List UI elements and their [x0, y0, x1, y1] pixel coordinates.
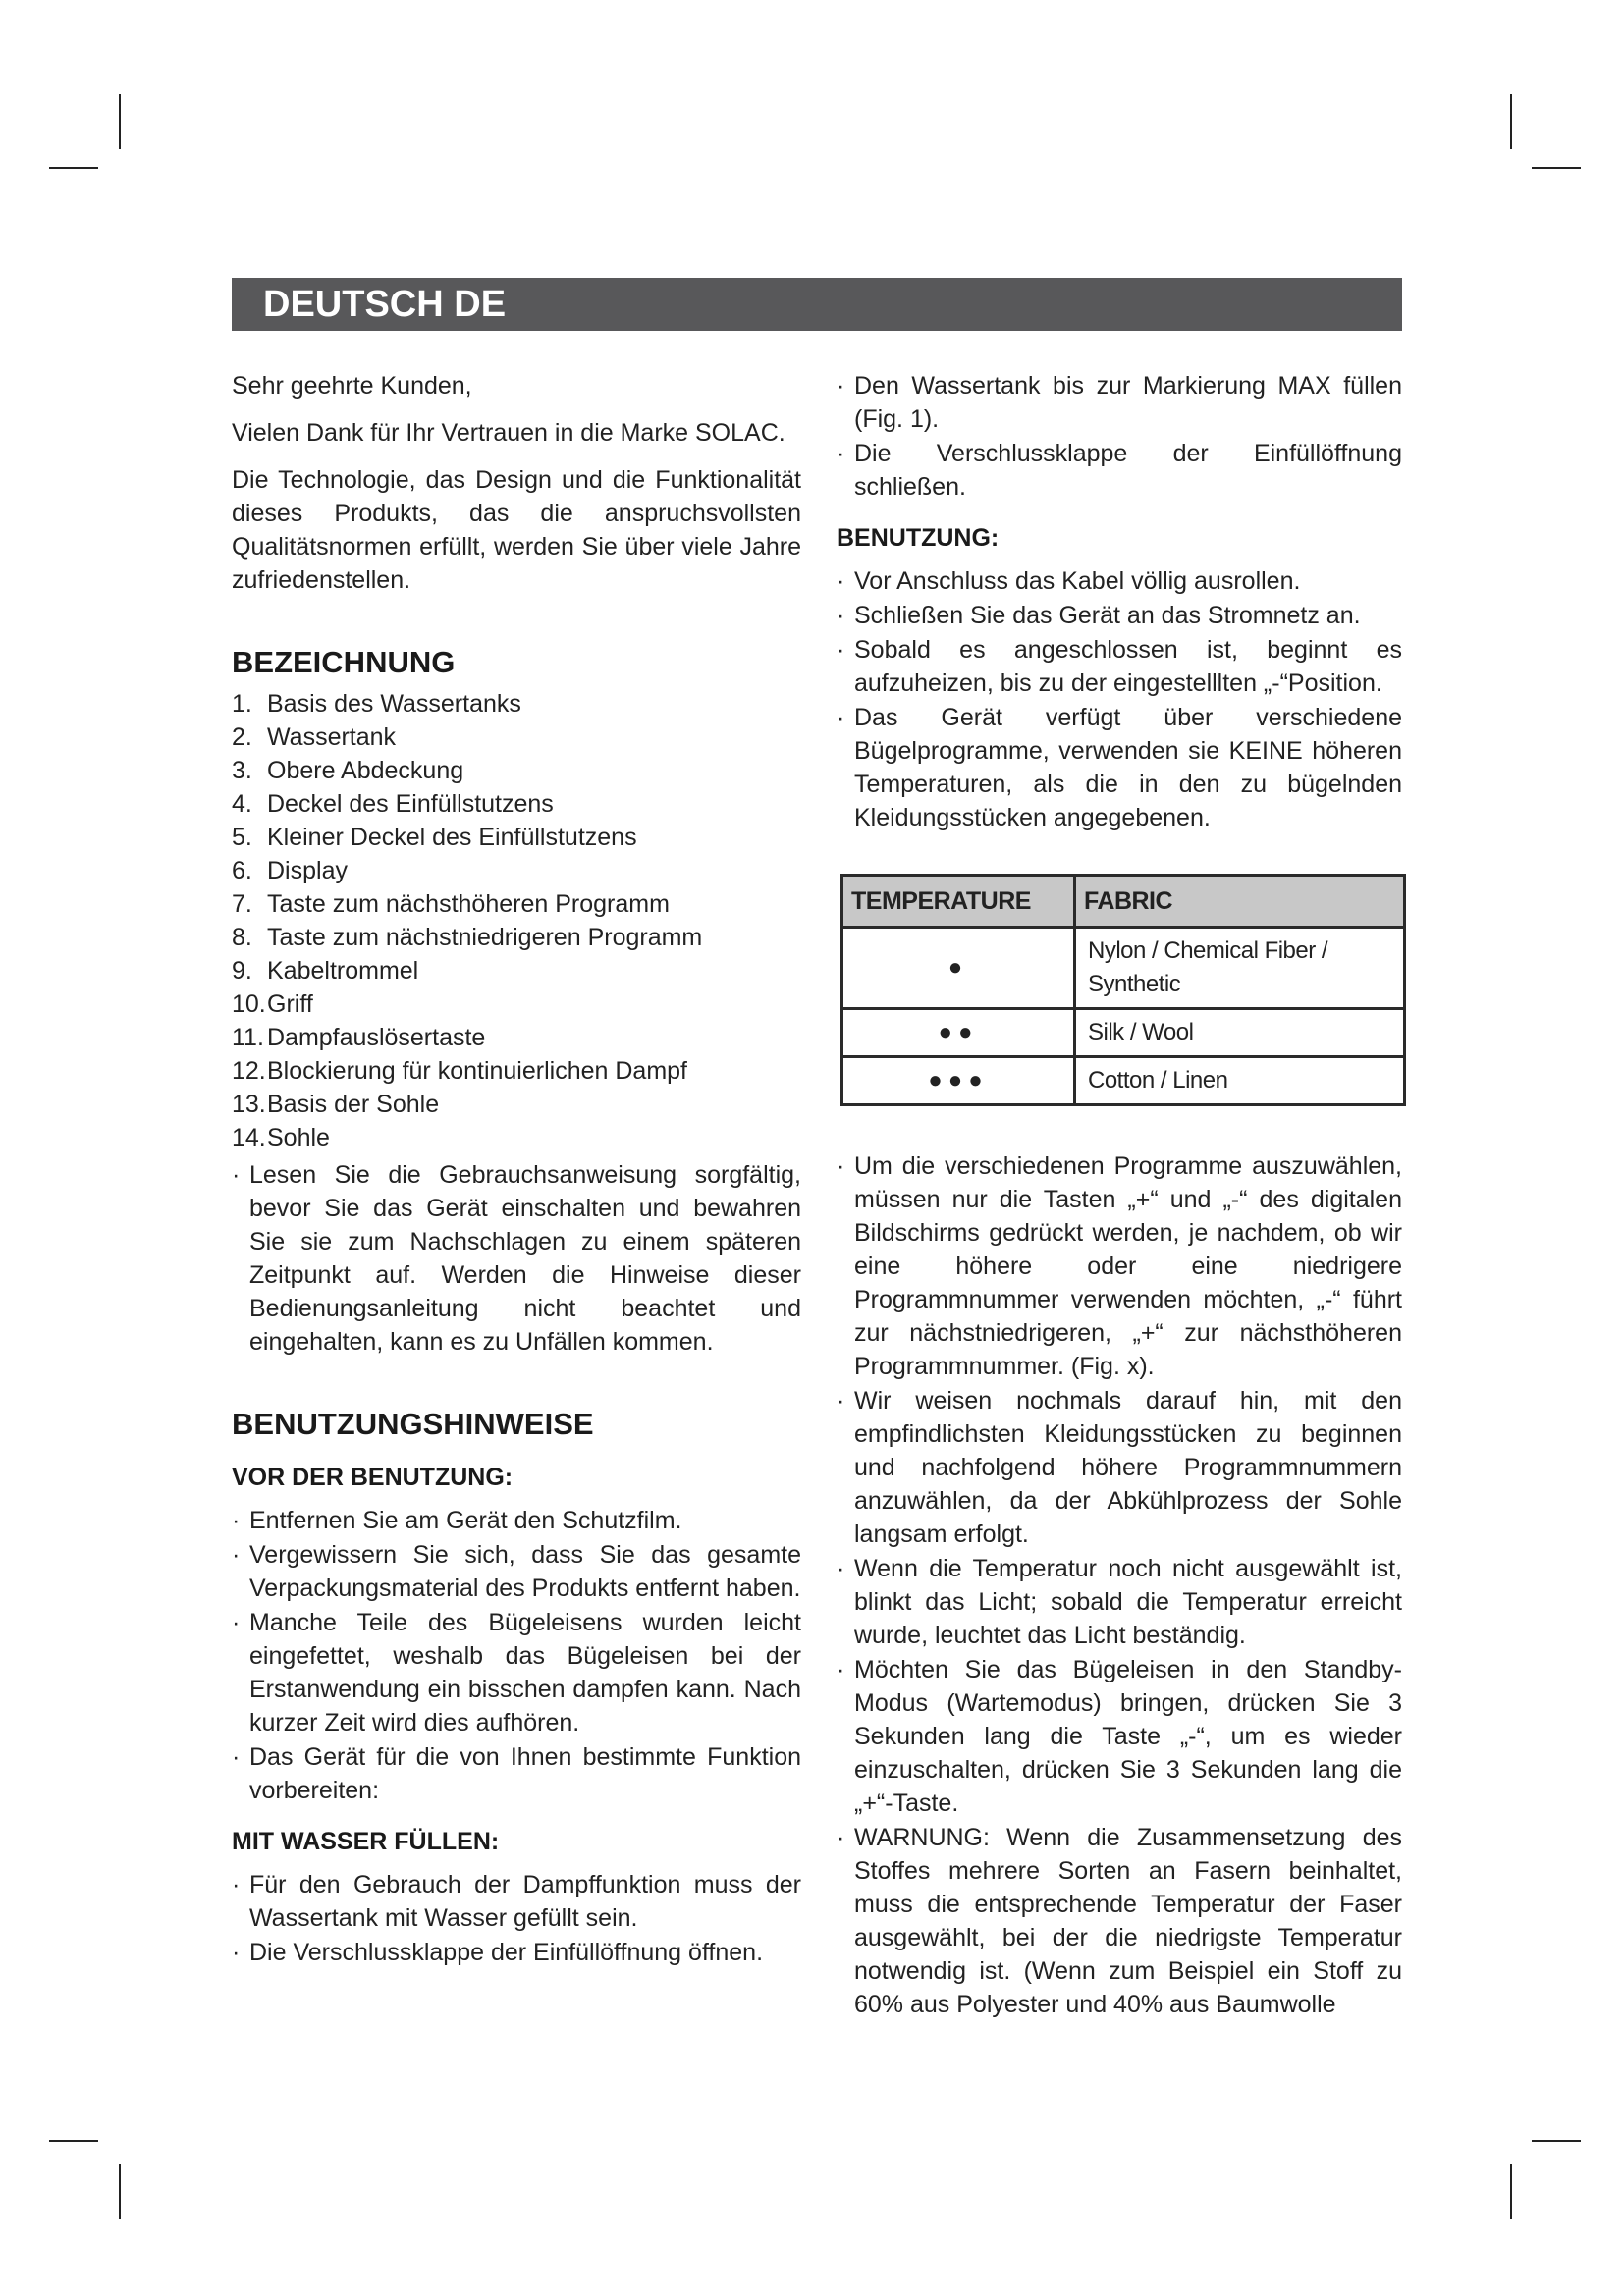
- parts-list-item: [232, 921, 801, 954]
- left-column: [232, 369, 801, 1970]
- part-label: Wassertank: [267, 723, 397, 751]
- parts-list-item: [232, 988, 801, 1021]
- list-item: · Sobald es angeschlossen ist, beginnt es aufzuheizen, bis zu der eingestelllten „-“Position.: [837, 633, 1402, 700]
- part-number: 14.: [232, 1124, 266, 1151]
- part-number: 11.: [232, 1024, 264, 1051]
- parts-list-item: [232, 887, 801, 921]
- wasser-list: [232, 1868, 801, 1969]
- benutzung-list: [837, 564, 1402, 834]
- part-label: Taste zum nächsthöheren Programm: [267, 890, 670, 918]
- benutzung-heading: BENUTZUNG:: [837, 524, 1000, 552]
- list-item: · Möchten Sie das Bügeleisen in den Standby-Modus (Wartemodus) bringen, drücken Sie 3 Sekunden lang die Taste „-“, um es wieder einzuschalten, drücken Sie 3 Sekunden lang die „+“-Taste.: [837, 1653, 1402, 1820]
- part-label: Taste zum nächstniedrigeren Programm: [267, 924, 703, 951]
- intro-technology: Die Technologie, das Design und die Funktionalität dieses Produkts, das die anspruchsvollsten Qualitätsnormen erfüllt, werden Sie über viele Jahre zufriedenstellen.: [232, 466, 801, 594]
- list-item: · Manche Teile des Bügeleisens wurden leicht eingefettet, weshalb das Bügeleisen bei der Erstanwendung ein bisschen dampfen kann. Nach kurzer Zeit wird dies aufhören.: [232, 1606, 801, 1739]
- part-number: 5.: [232, 824, 252, 851]
- parts-list-item: [232, 854, 801, 887]
- temperature-dots: ●: [842, 928, 1075, 1009]
- parts-list-item: [232, 1121, 801, 1154]
- part-number: 9.: [232, 957, 252, 985]
- part-number: 2.: [232, 723, 252, 751]
- part-number: 1.: [232, 690, 252, 718]
- parts-list-item: [232, 1021, 801, 1054]
- part-label: Basis des Wassertanks: [267, 690, 521, 718]
- temperature-dots: ●●: [842, 1009, 1075, 1057]
- table-header-row: [842, 876, 1405, 928]
- fabric-cell: Silk / Wool: [1075, 1009, 1405, 1057]
- list-item: · Die Verschlussklappe der Einfüllöffnung schließen.: [837, 437, 1402, 504]
- list-item: · Das Gerät verfügt über verschiedene Bügelprogramme, verwenden sie KEINE höheren Temperaturen, als die in den zu bügelnden Kleidungsstücken angegebenen.: [837, 701, 1402, 834]
- crop-mark: [49, 167, 98, 169]
- temperature-table: [840, 874, 1406, 1106]
- intro-thanks: Vielen Dank für Ihr Vertrauen in die Marke SOLAC.: [232, 419, 785, 447]
- wasser-heading: MIT WASSER FÜLLEN:: [232, 1828, 500, 1855]
- crop-mark: [119, 2164, 121, 2219]
- part-number: 8.: [232, 924, 252, 951]
- list-item: · WARNUNG: Wenn die Zusammensetzung des Stoffes mehrere Sorten an Fasern beinhaltet, muss die entsprechende Temperatur der Faser ausgewählt, bei der die niedrigste Temperatur notwendig ist. (Wenn zum Beispiel ein Stoff zu 60% aus Polyester und 40% aus Baumwolle: [837, 1821, 1402, 2021]
- bezeichnung-heading: BEZEICHNUNG: [232, 645, 456, 679]
- parts-list-item: [232, 1088, 801, 1121]
- part-label: Kleiner Deckel des Einfüllstutzens: [267, 824, 637, 851]
- hinweise-heading: BENUTZUNGSHINWEISE: [232, 1407, 594, 1441]
- list-item: · Das Gerät für die von Ihnen bestimmte Funktion vorbereiten:: [232, 1740, 801, 1807]
- part-number: 12.: [232, 1057, 266, 1085]
- crop-mark: [1510, 94, 1512, 149]
- part-number: 13.: [232, 1091, 266, 1118]
- fabric-cell: Cotton / Linen: [1075, 1057, 1405, 1105]
- parts-list-item: [232, 687, 801, 721]
- language-code: DE: [454, 284, 507, 325]
- parts-list-item: [232, 954, 801, 988]
- greeting: Sehr geehrte Kunden,: [232, 372, 472, 400]
- crop-mark: [1532, 2140, 1581, 2142]
- part-label: Blockierung für kontinuierlichen Dampf: [267, 1057, 687, 1085]
- part-number: 7.: [232, 890, 252, 918]
- part-label: Basis der Sohle: [267, 1091, 440, 1118]
- parts-list-item: [232, 787, 801, 821]
- table-row: [842, 1009, 1405, 1057]
- parts-list-item: [232, 754, 801, 787]
- part-label: Griff: [267, 990, 313, 1018]
- language-name: DEUTSCH: [263, 284, 444, 325]
- part-label: Kabeltrommel: [267, 957, 419, 985]
- list-item: · Die Verschlussklappe der Einfüllöffnung öffnen.: [232, 1936, 801, 1969]
- part-number: 10.: [232, 990, 266, 1018]
- temperature-header: TEMPERATURE: [842, 876, 1075, 928]
- language-banner: [232, 278, 1402, 331]
- list-item: · Wenn die Temperatur noch nicht ausgewählt ist, blinkt das Licht; sobald die Temperatur erreicht wurde, leuchtet das Licht beständig.: [837, 1552, 1402, 1652]
- fabric-cell: Nylon / Chemical Fiber / Synthetic: [1075, 928, 1405, 1009]
- list-item: · Vergewissern Sie sich, dass Sie das gesamte Verpackungsmaterial des Produkts entfernt haben.: [232, 1538, 801, 1605]
- part-label: Deckel des Einfüllstutzens: [267, 790, 554, 818]
- part-label: Dampfauslösertaste: [267, 1024, 486, 1051]
- part-label: Obere Abdeckung: [267, 757, 464, 784]
- table-row: [842, 1057, 1405, 1105]
- crop-mark: [119, 94, 121, 149]
- list-item: · Wir weisen nochmals darauf hin, mit den empfindlichsten Kleidungsstücken zu beginnen und nachfolgend höhere Programmnummern anzuwählen, da der Abkühlprozess der Sohle langsam erfolgt.: [837, 1384, 1402, 1551]
- list-item: · Um die verschiedenen Programme auszuwählen, müssen nur die Tasten „+“ und „-“ des digitalen Bildschirms gedrückt werden, je nachdem, ob wir eine höhere oder eine niedrigere Programmnummer verwenden möchten, „-“ führt zur nächstniedrigeren, „+“ zur nächsthöheren Programmnummer. (Fig. x).: [837, 1149, 1402, 1383]
- vor-list: [232, 1504, 801, 1807]
- list-item: · Schließen Sie das Gerät an das Stromnetz an.: [837, 599, 1402, 632]
- parts-list: [232, 687, 801, 1154]
- list-item: · Vor Anschluss das Kabel völlig ausrollen.: [837, 564, 1402, 598]
- part-label: Sohle: [267, 1124, 330, 1151]
- list-item: · Entfernen Sie am Gerät den Schutzfilm.: [232, 1504, 801, 1537]
- part-number: 3.: [232, 757, 252, 784]
- list-item: · Für den Gebrauch der Dampffunktion muss der Wassertank mit Wasser gefüllt sein.: [232, 1868, 801, 1935]
- part-number: 6.: [232, 857, 252, 884]
- after-table-list: [837, 1149, 1402, 2021]
- part-label: Display: [267, 857, 348, 884]
- right-column: [837, 369, 1402, 2022]
- parts-list-item: [232, 721, 801, 754]
- parts-list-item: [232, 821, 801, 854]
- vor-heading: VOR DER BENUTZUNG:: [232, 1464, 514, 1491]
- crop-mark: [1532, 167, 1581, 169]
- read-note: · Lesen Sie die Gebrauchsanweisung sorgfältig, bevor Sie das Gerät einschalten und bewahren Sie sie zum Nachschlagen zu einem späteren Zeitpunkt auf. Werden die Hinweise dieser Bedienungsanleitung nicht beachtet und eingehalten, kann es zu Unfällen kommen.: [232, 1158, 801, 1359]
- parts-list-item: [232, 1054, 801, 1088]
- read-note-list: [232, 1158, 801, 1359]
- fabric-header: FABRIC: [1075, 876, 1405, 928]
- table-row: [842, 928, 1405, 1009]
- list-item: · Den Wassertank bis zur Markierung MAX füllen (Fig. 1).: [837, 369, 1402, 436]
- part-number: 4.: [232, 790, 252, 818]
- crop-mark: [49, 2140, 98, 2142]
- crop-mark: [1510, 2164, 1512, 2219]
- temperature-dots: ●●●: [842, 1057, 1075, 1105]
- fill-list: [837, 369, 1402, 504]
